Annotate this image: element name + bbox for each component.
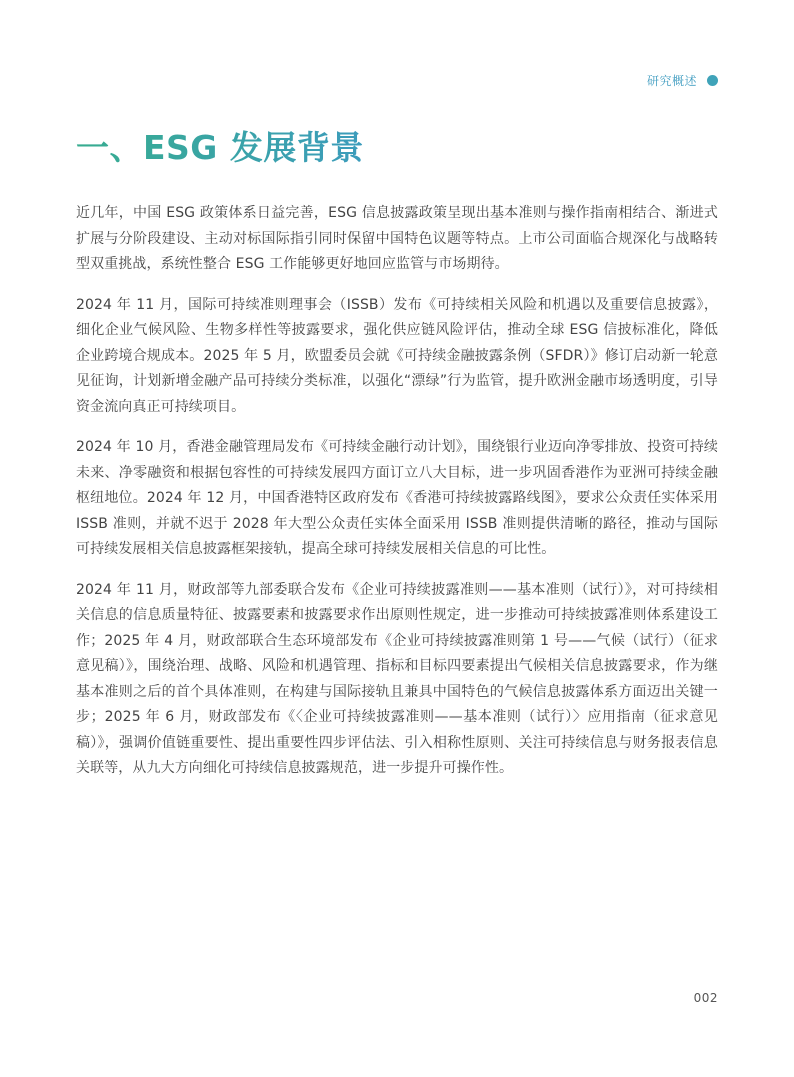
section-header — [647, 72, 718, 89]
body-content — [76, 201, 718, 797]
section-label: 研究概述 — [646, 74, 697, 88]
paragraph-3: 2024 年 10 月，香港金融管理局发布《可持续金融行动计划》，围绕银行业迈向净零排放、投资可持续未来、净零融资和根据包容性的可持续发展四方面订立八大目标，进一步巩固香港作为亚洲可持续金融枢纽地位。2024 年 12 月，中国香港特区政府发布《香港可持续披露路线图》，要求公众责任实体采用 ISSB 准则，并就不迟于 2028 年大型公众责任实体全面采用 ISSB 准则提供清晰的路径，推动与国际可持续发展相关信息披露框架接轨，提高全球可持续发展相关信息的可比性。 — [76, 439, 718, 557]
page-title: 一、ESG 发展背景 — [76, 126, 364, 170]
paragraph-2: 2024 年 11 月，国际可持续准则理事会（ISSB）发布《可持续相关风险和机遇以及重要信息披露》，细化企业气候风险、生物多样性等披露要求，强化供应链风险评估，推动全球 ESG 信披标准化，降低企业跨境合规成本。2025 年 5 月，欧盟委员会就《可持续金融披露条例（SFDR）》修订启动新一轮意见征询，计划新增金融产品可持续分类标准，以强化“漂绿”行为监管，提升欧洲金融市场透明度，引导资金流向真正可持续项目。 — [76, 296, 718, 415]
page-number: 002 — [693, 991, 718, 1005]
paragraph-4: 2024 年 11 月，财政部等九部委联合发布《企业可持续披露准则——基本准则（试行）》，对可持续相关信息的信息质量特征、披露要素和披露要求作出原则性规定，进一步推动可持续披露准则体系建设工作；2025 年 4 月，财政部联合生态环境部发布《企业可持续披露准则第 1 号——气候（试行）（征求意见稿）》，围绕治理、战略、风险和机遇管理、指标和目标四要素提出气候相关信息披露要求，作为继基本准则之后的首个具体准则，在构建与国际接轨且兼具中国特色的气候信息披露体系方面迈出关键一步；2025 年 6 月，财政部发布《〈企业可持续披露准则——基本准则（试行）〉应用指南（征求意见稿）》，强调价值链重要性、提出重要性四步评估法、引入相称性原则、关注可持续信息与财务报表信息关联等，从九大方向细化可持续信息披露规范，进一步提升可操作性。 — [76, 581, 718, 776]
paragraph-1: 近几年，中国 ESG 政策体系日益完善，ESG 信息披露政策呈现出基本准则与操作指南相结合、渐进式扩展与分阶段建设、主动对标国际指引同时保留中国特色议题等特点。上市公司面临合规深化与战略转型双重挑战，系统性整合 ESG 工作能够更好地回应监管与市场期待。 — [76, 205, 718, 272]
section-dot-icon — [707, 75, 718, 86]
